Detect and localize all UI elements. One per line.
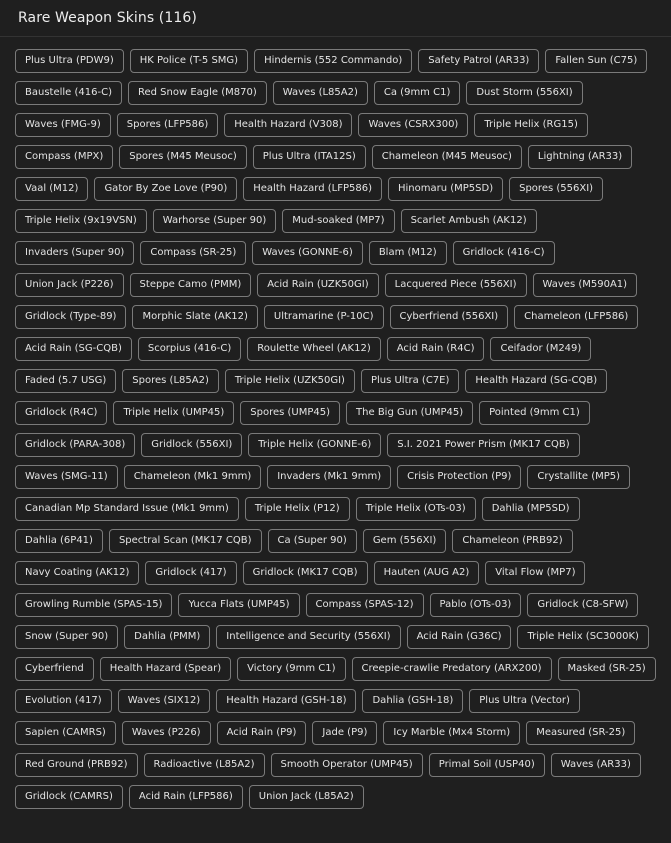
skin-tag[interactable]: Hindernis (552 Commando) (254, 49, 412, 73)
skin-tag[interactable]: Warhorse (Super 90) (153, 209, 276, 233)
skin-tag[interactable]: Ca (9mm C1) (374, 81, 460, 105)
skin-tag[interactable]: Red Ground (PRB92) (15, 753, 138, 777)
skin-tag[interactable]: Red Snow Eagle (M870) (128, 81, 267, 105)
skin-tag[interactable]: Intelligence and Security (556XI) (216, 625, 400, 649)
skin-tag[interactable]: Masked (SR-25) (558, 657, 656, 681)
skin-tag[interactable]: Waves (P226) (122, 721, 211, 745)
skin-tag[interactable]: Scorpius (416-C) (138, 337, 241, 361)
skin-tag[interactable]: Invaders (Mk1 9mm) (267, 465, 391, 489)
skin-tag[interactable]: Steppe Camo (PMM) (130, 273, 252, 297)
skin-tag[interactable]: Chameleon (LFP586) (514, 305, 638, 329)
skin-tag[interactable]: Dahlia (GSH-18) (362, 689, 463, 713)
skin-tag[interactable]: Primal Soil (USP40) (429, 753, 545, 777)
skin-tag[interactable]: Union Jack (P226) (15, 273, 124, 297)
skin-tag[interactable]: Chameleon (PRB92) (452, 529, 572, 553)
skin-tag[interactable]: The Big Gun (UMP45) (346, 401, 473, 425)
skin-tag[interactable]: Health Hazard (Spear) (100, 657, 231, 681)
skin-tag[interactable]: Health Hazard (GSH-18) (216, 689, 356, 713)
skin-tag[interactable]: Growling Rumble (SPAS-15) (15, 593, 172, 617)
skin-tag[interactable]: Triple Helix (GONNE-6) (248, 433, 381, 457)
skin-tag[interactable]: Dahlia (MP5SD) (482, 497, 580, 521)
skin-tag[interactable]: Gridlock (CAMRS) (15, 785, 123, 809)
skin-tag[interactable]: Sapien (CAMRS) (15, 721, 116, 745)
skin-tag[interactable]: Spores (UMP45) (240, 401, 340, 425)
skin-tag[interactable]: Icy Marble (Mx4 Storm) (383, 721, 520, 745)
skin-tag[interactable]: Triple Helix (OTs-03) (356, 497, 476, 521)
skin-tag[interactable]: Gridlock (Type-89) (15, 305, 126, 329)
skin-tag[interactable]: Canadian Mp Standard Issue (Mk1 9mm) (15, 497, 239, 521)
skin-tag[interactable]: Acid Rain (R4C) (387, 337, 485, 361)
skin-tag[interactable]: Spectral Scan (MK17 CQB) (109, 529, 262, 553)
skin-tag[interactable]: Acid Rain (UZK50GI) (257, 273, 378, 297)
skin-tag[interactable]: Triple Helix (RG15) (474, 113, 588, 137)
skin-tag[interactable]: Plus Ultra (ITA12S) (253, 145, 366, 169)
skin-tag[interactable]: Triple Helix (UMP45) (113, 401, 234, 425)
skin-tag[interactable]: Crisis Protection (P9) (397, 465, 521, 489)
panel-header (0, 0, 671, 37)
skin-tag[interactable]: Jade (P9) (312, 721, 377, 745)
skin-tag[interactable]: Chameleon (Mk1 9mm) (124, 465, 262, 489)
skin-tag[interactable]: Pablo (OTs-03) (430, 593, 522, 617)
skin-tag[interactable]: Gator By Zoe Love (P90) (94, 177, 237, 201)
skin-tag[interactable]: Hauten (AUG A2) (374, 561, 480, 585)
skin-tag[interactable]: Blam (M12) (369, 241, 447, 265)
skin-tag[interactable]: Morphic Slate (AK12) (132, 305, 257, 329)
skin-tag[interactable]: Gridlock (R4C) (15, 401, 107, 425)
skin-tag[interactable]: Measured (SR-25) (526, 721, 635, 745)
skin-tag[interactable]: Gridlock (416-C) (453, 241, 555, 265)
skin-tag[interactable]: Vaal (M12) (15, 177, 88, 201)
skin-tag[interactable]: Evolution (417) (15, 689, 112, 713)
skin-tag[interactable]: Crystallite (MP5) (527, 465, 630, 489)
skin-tag[interactable]: Lightning (AR33) (528, 145, 632, 169)
skin-tag[interactable]: Waves (SMG-11) (15, 465, 118, 489)
skin-tag[interactable]: Smooth Operator (UMP45) (271, 753, 423, 777)
skin-tag[interactable]: Cyberfriend (556XI) (390, 305, 509, 329)
skin-tag[interactable]: Gridlock (417) (145, 561, 236, 585)
skin-tag[interactable]: Spores (LFP586) (117, 113, 219, 137)
skin-tag[interactable]: Gridlock (556XI) (141, 433, 242, 457)
skin-tag[interactable]: Gridlock (MK17 CQB) (243, 561, 368, 585)
skin-tag[interactable]: Waves (M590A1) (533, 273, 638, 297)
skin-tag[interactable]: HK Police (T-5 SMG) (130, 49, 248, 73)
skin-tag[interactable]: Scarlet Ambush (AK12) (401, 209, 537, 233)
skin-tag[interactable]: Spores (556XI) (509, 177, 603, 201)
skin-tag[interactable]: Acid Rain (LFP586) (129, 785, 243, 809)
skin-tag[interactable]: Mud-soaked (MP7) (282, 209, 394, 233)
skin-tag[interactable]: Dust Storm (556XI) (466, 81, 582, 105)
skin-tag[interactable]: Health Hazard (LFP586) (243, 177, 382, 201)
skin-tag[interactable]: Navy Coating (AK12) (15, 561, 139, 585)
skin-tag[interactable]: Creepie-crawlie Predatory (ARX200) (352, 657, 552, 681)
skin-tag[interactable]: Acid Rain (SG-CQB) (15, 337, 132, 361)
skin-tag[interactable]: Invaders (Super 90) (15, 241, 134, 265)
skin-tag[interactable]: Snow (Super 90) (15, 625, 118, 649)
skin-tag[interactable]: Compass (SPAS-12) (306, 593, 424, 617)
skin-tag[interactable]: Yucca Flats (UMP45) (178, 593, 299, 617)
skin-tag[interactable]: Ceifador (M249) (490, 337, 591, 361)
skin-tag[interactable]: Health Hazard (SG-CQB) (465, 369, 607, 393)
skin-tag[interactable]: Victory (9mm C1) (237, 657, 345, 681)
skin-tag[interactable]: Union Jack (L85A2) (249, 785, 364, 809)
skin-tag[interactable]: Acid Rain (G36C) (407, 625, 512, 649)
skin-tag[interactable]: Gridlock (C8-SFW) (527, 593, 638, 617)
skin-tag[interactable]: Dahlia (PMM) (124, 625, 210, 649)
skin-tag[interactable]: Waves (GONNE-6) (252, 241, 363, 265)
skin-tag[interactable]: Baustelle (416-C) (15, 81, 122, 105)
skin-tag[interactable]: Ultramarine (P-10C) (264, 305, 384, 329)
skin-tag-list (0, 37, 671, 809)
skin-tag[interactable]: Triple Helix (P12) (245, 497, 350, 521)
skin-tag[interactable]: Waves (CSRX300) (358, 113, 468, 137)
skin-tag[interactable]: Waves (FMG-9) (15, 113, 111, 137)
skin-tag[interactable]: Compass (MPX) (15, 145, 113, 169)
skin-tag[interactable]: Compass (SR-25) (140, 241, 246, 265)
skin-tag[interactable]: Dahlia (6P41) (15, 529, 103, 553)
skin-tag[interactable]: Spores (M45 Meusoc) (119, 145, 247, 169)
skin-tag[interactable]: Cyberfriend (15, 657, 94, 681)
skin-tag[interactable]: Waves (SIX12) (118, 689, 211, 713)
skin-tag[interactable]: Acid Rain (P9) (217, 721, 307, 745)
skin-tag[interactable]: Spores (L85A2) (122, 369, 219, 393)
skin-tag[interactable]: Triple Helix (SC3000K) (517, 625, 648, 649)
skin-tag[interactable]: S.I. 2021 Power Prism (MK17 CQB) (387, 433, 579, 457)
skin-tag[interactable]: Hinomaru (MP5SD) (388, 177, 503, 201)
skin-tag[interactable]: Triple Helix (9x19VSN) (15, 209, 147, 233)
skin-tag[interactable]: Faded (5.7 USG) (15, 369, 116, 393)
skin-tag[interactable]: Safety Patrol (AR33) (418, 49, 539, 73)
skin-tag[interactable]: Gem (556XI) (363, 529, 447, 553)
skin-tag[interactable]: Plus Ultra (PDW9) (15, 49, 124, 73)
skin-tag[interactable]: Triple Helix (UZK50GI) (225, 369, 355, 393)
skin-tag[interactable]: Plus Ultra (Vector) (469, 689, 580, 713)
skin-tag[interactable]: Roulette Wheel (AK12) (247, 337, 380, 361)
skin-tag[interactable]: Chameleon (M45 Meusoc) (372, 145, 522, 169)
panel-title: Rare Weapon Skins (116) (18, 10, 197, 26)
skin-tag[interactable]: Waves (AR33) (551, 753, 641, 777)
skin-tag[interactable]: Radioactive (L85A2) (144, 753, 265, 777)
skin-tag[interactable]: Ca (Super 90) (268, 529, 357, 553)
skin-tag[interactable]: Plus Ultra (C7E) (361, 369, 459, 393)
skin-tag[interactable]: Pointed (9mm C1) (479, 401, 590, 425)
skin-tag[interactable]: Gridlock (PARA-308) (15, 433, 135, 457)
skin-tag[interactable]: Lacquered Piece (556XI) (385, 273, 527, 297)
skin-tag[interactable]: Health Hazard (V308) (224, 113, 352, 137)
skin-tag[interactable]: Fallen Sun (C75) (545, 49, 647, 73)
skin-tag[interactable]: Vital Flow (MP7) (485, 561, 585, 585)
skin-tag[interactable]: Waves (L85A2) (273, 81, 368, 105)
